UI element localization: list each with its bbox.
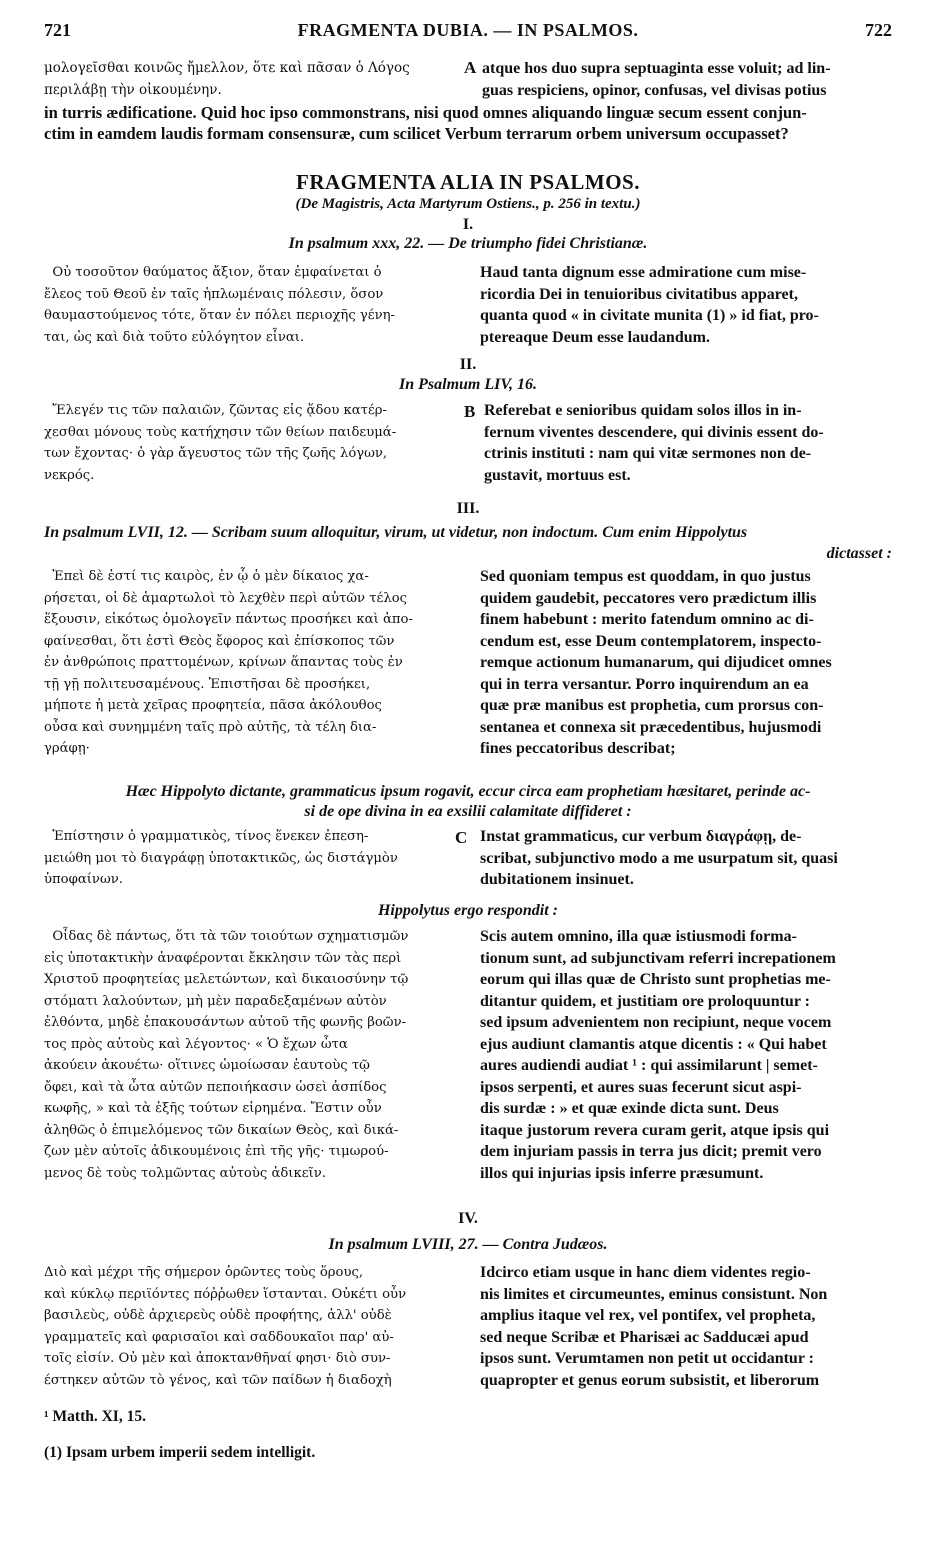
fragment-4-heading: In psalmum LVIII, 27. — Contra Judæos. bbox=[328, 1236, 608, 1253]
fragment-3-numeral: III. bbox=[456, 500, 480, 517]
fragment-1-heading: In psalmum xxx, 22. — De triumpho fidei Christianæ. bbox=[288, 235, 648, 252]
fragment-2-numeral: II. bbox=[459, 356, 477, 373]
fragment-3-latin-3: Scis autem omnino, illa quæ istiusmodi forma- tionum sunt, ad subjunctivam referri increpationem eorum qui illas quæ de Christo sunt prophetias me- ditantur quidem, et justitiam ore proloquuntur : sed ipsum advenientem non recipiunt, neque vocem ejus audiunt clamantis atque dicentis : « Qui habet aures audiendi audiat ¹ : qui assimilarunt | semet- ipsos serpenti, et aures suas fecerunt sicut aspi- dis surdæ : » et quæ exinde dicta sunt. Deus itaque justorum revera curam gerit, atque ipsis qui dem injuriam passis in terra jus dicit; premit vero illos qui injurias ipsis inferre præsumunt. bbox=[480, 928, 836, 1182]
fragment-3-note: Hæc Hippolyto dictante, grammaticus ipsum rogavit, eccur circa eam prophetiam hæsitaret, perinde ac- si de ope divina in ea exsilii calamitate diffideret : bbox=[125, 783, 811, 820]
fragment-1-greek: Οὐ τοσοῦτον θαύματος ἄξιον, ὅταν ἐμφαίνεται ὁ ἔλεος τοῦ Θεοῦ ἐν ταῖς ἡπλωμέναις πόλεσιν, ὅσον θαυμαστούμενος τότε, ὅταν ἐν πόλει περιοχῆς γένη- ται, ὡς καὶ διὰ τοῦτο εὐλόγητον εἶναι. bbox=[44, 265, 395, 345]
fragment-1-latin: Haud tanta dignum esse admiratione cum mise- ricordia Dei in tenuioribus civitatibus apparet, quanta quod « in civitate munita (1) » id fiat, pro- ptereaque Deum esse laudandum. bbox=[480, 264, 819, 346]
intro-greek: μολογεῖσθαι κοινῶς ἤμελλον, ὅτε καὶ πᾶσαν ὁ Λόγος περιλάβῃ τὴν οἰκουμένην. bbox=[44, 60, 410, 98]
margin-marker-a: A bbox=[464, 58, 477, 77]
running-header bbox=[44, 20, 892, 46]
intro-full-lines: in turris ædificatione. Quid hoc ipso commonstrans, nisi quod omnes aliquando linguæ secum essent conjun- ctim in eamdem laudis formam consensuræ, cum scilicet Verbum terrarum orbem universum occupasset? bbox=[44, 103, 807, 143]
fragment-3-greek: Ἐπεὶ δὲ ἐστί τις καιρὸς, ἐν ᾧ ὁ μὲν δίκαιος χα- ρήσεται, οἱ δὲ ἁμαρτωλοὶ τὸ λεχθὲν περὶ αὐτῶν τέλος ἕξουσιν, εἰκότως ὁμολογεῖν πάντως προσήκει καὶ ἀπο- φαίνεσθαι, ὅτι ἐστὶ Θεὸς ἔφορος καὶ ἐπίσκοπος τῶν ἐν ἀνθρώποις πραττομένων, κρίνων ἅπαντας τοὺς ἐν τῇ γῇ πολιτευσαμένους. Ἐπιστῆσαι δὲ προσήκει, μήποτε ἡ μετὰ χεῖρας προφητεία, πᾶσα ἀκόλουθος οὖσα καὶ συνημμένη ταῖς πρὸ αὐτῆς, τὰ τέλη δια- γράφῃ· bbox=[44, 569, 413, 756]
intro-latin: atque hos duo supra septuaginta esse voluit; ad lin- guas respiciens, opinor, confusas, vel divisas potius bbox=[482, 60, 831, 99]
page-number-right: 722 bbox=[865, 20, 892, 40]
section-title: FRAGMENTA ALIA IN PSALMOS. bbox=[296, 170, 640, 194]
fragment-3-greek-2: Ἐπίστησιν ὁ γραμματικὸς, τίνος ἕνεκεν ἐπεση- μειώθη μοι τὸ διαγράφῃ ὑποτακτικῶς, ὡς διστάγμὸν ὑποφαίνων. bbox=[44, 829, 398, 887]
fragment-4-numeral: IV. bbox=[458, 1210, 478, 1227]
fragment-3-latin-2: Instat grammaticus, cur verbum διαγράφῃ, de- scribat, subjunctivo modo a me usurpatum sit, quasi dubitationem insinuet. bbox=[480, 828, 838, 888]
footnote-1: (1) Ipsam urbem imperii sedem intelligit. bbox=[44, 1444, 316, 1461]
margin-marker-c: C bbox=[455, 828, 468, 847]
running-title: FRAGMENTA DUBIA. — IN PSALMOS. bbox=[297, 20, 639, 40]
margin-marker-b: B bbox=[464, 402, 476, 421]
fragment-3-heading: In psalmum LVII, 12. — Scribam suum alloquitur, virum, ut videtur, non indoctum. Cum enim Hippolytus dictasset : bbox=[44, 524, 892, 562]
fragment-2-heading: In Psalmum LIV, 16. bbox=[399, 376, 537, 393]
fragment-4-greek: Διὸ καὶ μέχρι τῆς σήμερον ὁρῶντες τοὺς ὅρους, καὶ κύκλῳ περιϊόντες πόῤῥωθεν ἵστανται. Οὐκέτι οὖν βασιλεὺς, οὐδὲ ἀρχιερεὺς οὐδὲ προφήτης, ἀλλ' οὐδὲ γραμματεῖς καὶ φαρισαῖοι καὶ σαδδουκαῖοι παρ' αὐ- τοῖς εἰσίν. Οὐ μὲν καὶ ἀποκτανθῆναί φησι· διὸ συν- έστηκεν αὐτῶν τὸ γένος, καὶ τῶν παίδων ἡ διαδοχὴ bbox=[44, 1265, 407, 1388]
footnote-scripture-ref: ¹ Matth. XI, 15. bbox=[44, 1408, 146, 1425]
fragment-3-latin: Sed quoniam tempus est quoddam, in quo justus quidem gaudebit, peccatores vero prædictum illis finem habebunt : merito fatendum omnino ac di- cendum est, esse Deum contemplatorem, inspecto- remque actionum humanarum, qui dijudicet omnes qui in terra versantur. Porro inquirendum an ea quæ præ manibus est prophetia, cum prorsus con- sentanea et connexa sit præcedentibus, hujusmodi fines peccatoribus describat; bbox=[480, 568, 832, 757]
fragment-2-greek: Ἔλεγέν τις τῶν παλαιῶν, ζῶντας εἰς ᾅδου κατέρ- χεσθαι μόνους τοὺς κατήχησιν τῶν θείων παιδευμά- των ἔχοντας· ὁ γὰρ ἄγευστος τῶν τῆς ζωῆς λόγων, νεκρός. bbox=[44, 403, 397, 483]
fragment-2-latin: Referebat e senioribus quidam solos illos in in- fernum viventes descendere, qui divinis essent do- ctrinis instituti : nam qui vitæ sermones non de- gustavit, mortuus est. bbox=[484, 402, 824, 484]
fragment-1-numeral: I. bbox=[462, 216, 474, 233]
page-number-left: 721 bbox=[44, 20, 71, 40]
fragment-4-latin: Idcirco etiam usque in hanc diem videntes regio- nis limites et circumeuntes, eminus consistunt. Non amplius itaque vel rex, vel pontifex, vel propheta, sed neque Scribæ et Pharisæi ac Sadducæi apud ipsos sunt. Verumtamen non petit ut occidantur : quapropter et genus eorum subsistit, et liberorum bbox=[480, 1264, 828, 1389]
section-source: (De Magistris, Acta Martyrum Ostiens., p. 256 in textu.) bbox=[295, 196, 641, 212]
fragment-3-greek-3: Οἶδας δὲ πάντως, ὅτι τὰ τῶν τοιούτων σχηματισμῶν εἰς ὑποτακτικὴν ἀναφέρονται ἔκκλησιν τῶν τὰς περὶ Χριστοῦ προφητείας μελετώντων, καὶ δικαιοσύνην τῷ στόματι λαλούντων, μὴ μὲν παραδεξαμένων αὐτὸν ἐλθόντα, μηδὲ ἐπακουσάντων αὐτοῦ τῆς φωνῆς βοῶν- τος πρὸς αὐτοὺς καὶ λέγοντος· « Ὁ ἔχων ὦτα ἀκούειν ἀκουέτω· οἵτινες ὡμοίωσαν ἑαυτοὺς τῷ ὄφει, καὶ τὰ ὦτα αὐτῶν πεποιήκασιν ὡσεὶ ἀσπίδος κωφῆς, » καὶ τὰ ἑξῆς τούτων εἰρημένα. Ἔστιν οὖν ἀληθῶς ὁ ἐπιμελόμενος τῶν δικαίων Θεὸς, καὶ δικά- ζων μὲν αὐτοῖς ἀδικουμένοις ἐπὶ τῆς γῆς· τιμωρού- μενος δὲ τοὺς τολμῶντας αὐτοὺς ἀδικεῖν. bbox=[44, 929, 409, 1181]
fragment-3-reply: Hippolytus ergo respondit : bbox=[377, 902, 558, 919]
